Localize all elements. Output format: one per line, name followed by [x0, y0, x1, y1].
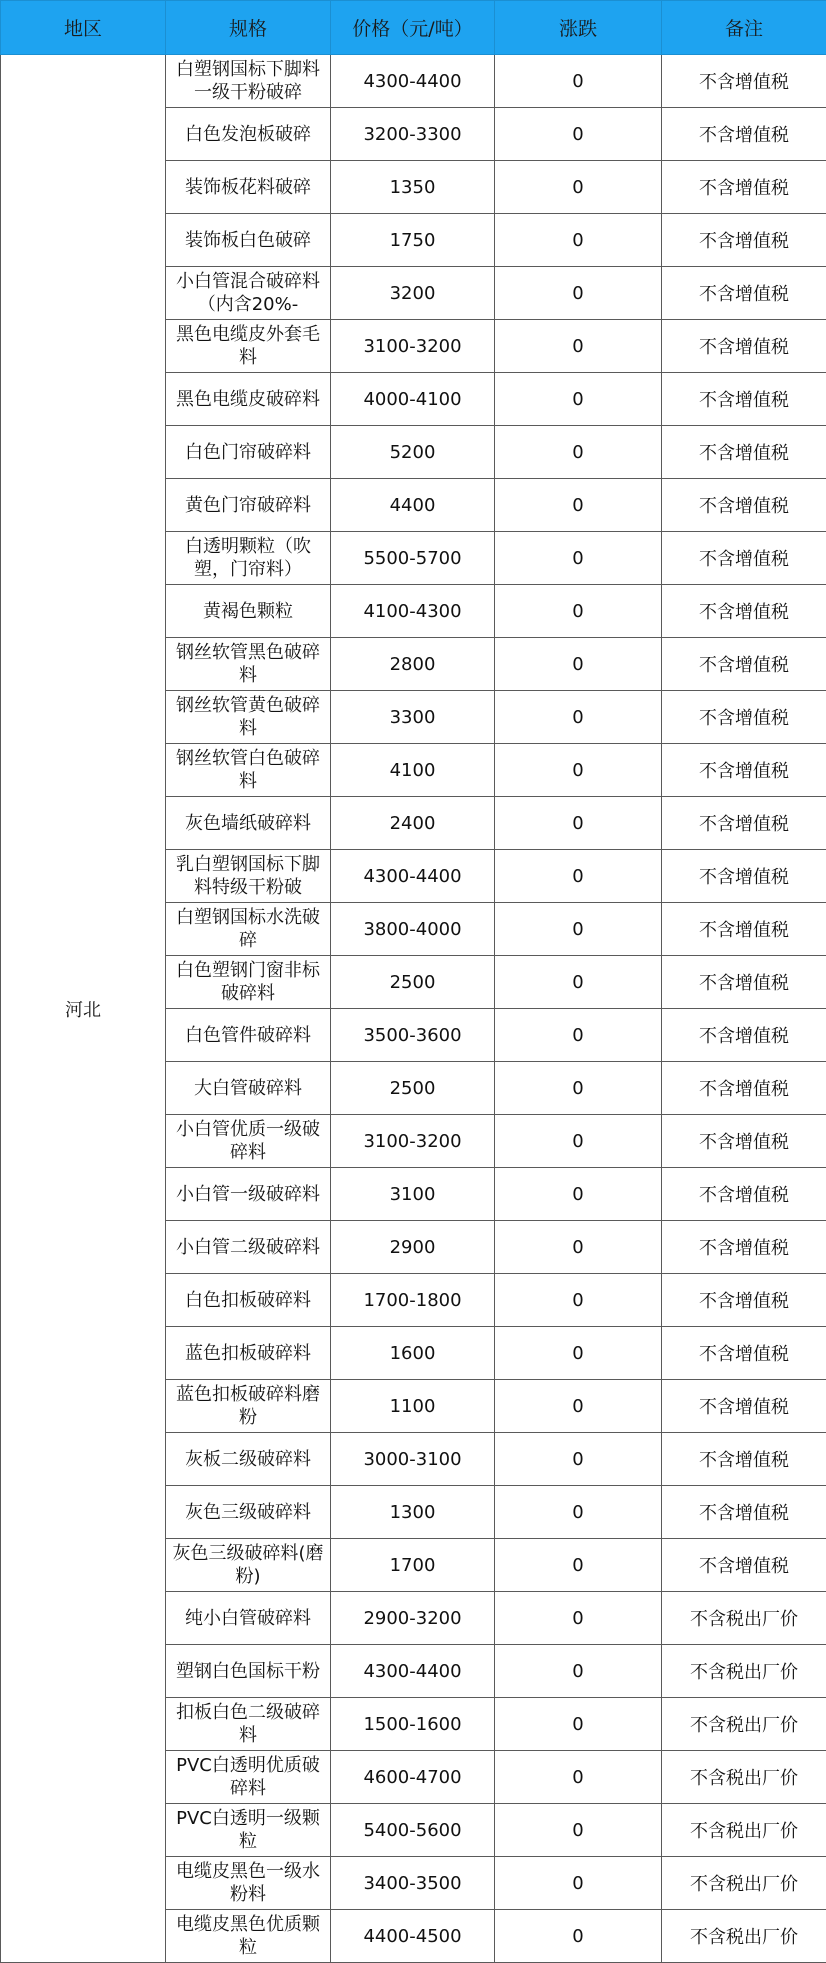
spec-cell	[166, 1910, 331, 1963]
note-cell: 不含增值税	[662, 903, 826, 956]
note-cell: 不含税出厂价	[662, 1804, 826, 1857]
header-row	[1, 1, 826, 55]
spec-text: 白色扣板破碎料	[170, 1289, 326, 1312]
spec-cell	[166, 744, 331, 797]
spec-cell	[166, 161, 331, 214]
spec-cell	[166, 1274, 331, 1327]
spec-text: 塑钢白色国标干粉	[170, 1660, 326, 1683]
price-cell: 3200	[331, 267, 495, 320]
price-cell: 1100	[331, 1380, 495, 1433]
note-cell: 不含增值税	[662, 1168, 826, 1221]
change-cell: 0	[495, 1062, 662, 1115]
price-cell: 3400-3500	[331, 1857, 495, 1910]
spec-text: 灰色墙纸破碎料	[170, 812, 326, 835]
change-cell: 0	[495, 1009, 662, 1062]
change-cell: 0	[495, 1592, 662, 1645]
spec-cell	[166, 479, 331, 532]
note-cell: 不含税出厂价	[662, 1857, 826, 1910]
spec-text: 钢丝软管黄色破碎料	[170, 694, 326, 740]
spec-text: 小白管优质一级破碎料	[170, 1118, 326, 1164]
price-cell: 1500-1600	[331, 1698, 495, 1751]
spec-text: 黄褐色颗粒	[170, 600, 326, 623]
region-cell: 河北	[1, 55, 166, 1963]
note-cell: 不含增值税	[662, 1327, 826, 1380]
note-cell: 不含税出厂价	[662, 1645, 826, 1698]
change-cell: 0	[495, 1168, 662, 1221]
spec-cell	[166, 956, 331, 1009]
spec-cell	[166, 1433, 331, 1486]
price-cell: 1600	[331, 1327, 495, 1380]
change-cell: 0	[495, 638, 662, 691]
change-cell: 0	[495, 214, 662, 267]
note-cell: 不含增值税	[662, 161, 826, 214]
price-cell: 4100-4300	[331, 585, 495, 638]
spec-text: 蓝色扣板破碎料	[170, 1342, 326, 1365]
change-cell: 0	[495, 1539, 662, 1592]
spec-cell	[166, 1751, 331, 1804]
header-spec: 规格	[166, 1, 331, 55]
change-cell: 0	[495, 426, 662, 479]
spec-text: 小白管混合破碎料（内含20%-	[170, 270, 326, 316]
spec-text: 小白管一级破碎料	[170, 1183, 326, 1206]
note-cell: 不含增值税	[662, 1539, 826, 1592]
change-cell: 0	[495, 1698, 662, 1751]
note-cell: 不含增值税	[662, 108, 826, 161]
price-cell: 2500	[331, 956, 495, 1009]
spec-text: 电缆皮黑色一级水粉料	[170, 1860, 326, 1906]
note-cell: 不含增值税	[662, 55, 826, 108]
price-cell: 3000-3100	[331, 1433, 495, 1486]
price-cell: 3100	[331, 1168, 495, 1221]
spec-cell	[166, 638, 331, 691]
spec-text: 黑色电缆皮破碎料	[170, 388, 326, 411]
price-cell: 3100-3200	[331, 1115, 495, 1168]
change-cell: 0	[495, 108, 662, 161]
note-cell: 不含增值税	[662, 426, 826, 479]
note-cell: 不含税出厂价	[662, 1910, 826, 1963]
spec-cell	[166, 850, 331, 903]
price-cell: 4600-4700	[331, 1751, 495, 1804]
note-cell: 不含增值税	[662, 532, 826, 585]
spec-text: 扣板白色二级破碎料	[170, 1701, 326, 1747]
spec-cell	[166, 1115, 331, 1168]
change-cell: 0	[495, 1327, 662, 1380]
change-cell: 0	[495, 903, 662, 956]
change-cell: 0	[495, 585, 662, 638]
spec-text: PVC白透明一级颗粒	[170, 1807, 326, 1853]
price-cell: 4300-4400	[331, 55, 495, 108]
spec-text: 蓝色扣板破碎料磨粉	[170, 1383, 326, 1429]
price-cell: 3100-3200	[331, 320, 495, 373]
spec-cell	[166, 1804, 331, 1857]
spec-text: 白塑钢国标下脚料一级干粉破碎	[170, 58, 326, 104]
note-cell: 不含增值税	[662, 691, 826, 744]
spec-cell	[166, 267, 331, 320]
note-cell: 不含增值税	[662, 1221, 826, 1274]
note-cell: 不含增值税	[662, 373, 826, 426]
spec-cell	[166, 1009, 331, 1062]
spec-cell	[166, 1486, 331, 1539]
note-cell: 不含增值税	[662, 850, 826, 903]
note-cell: 不含增值税	[662, 956, 826, 1009]
note-cell: 不含增值税	[662, 1274, 826, 1327]
spec-cell	[166, 532, 331, 585]
header-change: 涨跌	[495, 1, 662, 55]
note-cell: 不含增值税	[662, 1009, 826, 1062]
spec-cell	[166, 1062, 331, 1115]
note-cell: 不含增值税	[662, 797, 826, 850]
price-cell: 1350	[331, 161, 495, 214]
header-region: 地区	[1, 1, 166, 55]
change-cell: 0	[495, 1804, 662, 1857]
price-cell: 2800	[331, 638, 495, 691]
spec-cell	[166, 214, 331, 267]
note-cell: 不含增值税	[662, 1115, 826, 1168]
change-cell: 0	[495, 1910, 662, 1963]
change-cell: 0	[495, 956, 662, 1009]
spec-cell	[166, 903, 331, 956]
change-cell: 0	[495, 1433, 662, 1486]
price-cell: 3300	[331, 691, 495, 744]
note-cell: 不含税出厂价	[662, 1751, 826, 1804]
note-cell: 不含增值税	[662, 1380, 826, 1433]
spec-text: 白塑钢国标水洗破碎	[170, 906, 326, 952]
spec-text: 乳白塑钢国标下脚料特级干粉破	[170, 853, 326, 899]
spec-cell	[166, 585, 331, 638]
note-cell: 不含税出厂价	[662, 1592, 826, 1645]
change-cell: 0	[495, 797, 662, 850]
spec-cell	[166, 373, 331, 426]
price-cell: 4400-4500	[331, 1910, 495, 1963]
spec-cell	[166, 1380, 331, 1433]
spec-text: 钢丝软管白色破碎料	[170, 747, 326, 793]
price-cell: 4300-4400	[331, 1645, 495, 1698]
note-cell: 不含增值税	[662, 479, 826, 532]
spec-text: 装饰板白色破碎	[170, 229, 326, 252]
price-cell: 2400	[331, 797, 495, 850]
table-body	[1, 55, 826, 1963]
price-cell: 4100	[331, 744, 495, 797]
table-row	[1, 55, 826, 108]
change-cell: 0	[495, 1115, 662, 1168]
change-cell: 0	[495, 1486, 662, 1539]
price-cell: 1300	[331, 1486, 495, 1539]
spec-text: 白透明颗粒（吹塑，门帘料）	[170, 535, 326, 581]
spec-cell	[166, 426, 331, 479]
price-cell: 2900	[331, 1221, 495, 1274]
spec-cell	[166, 1327, 331, 1380]
change-cell: 0	[495, 55, 662, 108]
change-cell: 0	[495, 850, 662, 903]
note-cell: 不含增值税	[662, 214, 826, 267]
note-cell: 不含增值税	[662, 1433, 826, 1486]
spec-cell	[166, 1592, 331, 1645]
note-cell: 不含增值税	[662, 744, 826, 797]
spec-text: 小白管二级破碎料	[170, 1236, 326, 1259]
price-cell: 5200	[331, 426, 495, 479]
price-cell: 1750	[331, 214, 495, 267]
note-cell: 不含增值税	[662, 1062, 826, 1115]
change-cell: 0	[495, 744, 662, 797]
spec-text: 黄色门帘破碎料	[170, 494, 326, 517]
spec-text: 电缆皮黑色优质颗粒	[170, 1913, 326, 1959]
price-cell: 4400	[331, 479, 495, 532]
note-cell: 不含增值税	[662, 267, 826, 320]
spec-text: PVC白透明优质破碎料	[170, 1754, 326, 1800]
spec-cell	[166, 1645, 331, 1698]
change-cell: 0	[495, 479, 662, 532]
change-cell: 0	[495, 1274, 662, 1327]
price-cell: 3800-4000	[331, 903, 495, 956]
spec-cell	[166, 1168, 331, 1221]
price-cell: 4000-4100	[331, 373, 495, 426]
note-cell: 不含增值税	[662, 1486, 826, 1539]
spec-cell	[166, 55, 331, 108]
spec-cell	[166, 1221, 331, 1274]
change-cell: 0	[495, 1221, 662, 1274]
header-price: 价格（元/吨）	[331, 1, 495, 55]
note-cell: 不含增值税	[662, 638, 826, 691]
price-cell: 1700-1800	[331, 1274, 495, 1327]
price-cell: 1700	[331, 1539, 495, 1592]
change-cell: 0	[495, 1380, 662, 1433]
header-note: 备注	[662, 1, 826, 55]
change-cell: 0	[495, 532, 662, 585]
price-cell: 5400-5600	[331, 1804, 495, 1857]
price-cell: 3200-3300	[331, 108, 495, 161]
spec-text: 纯小白管破碎料	[170, 1607, 326, 1630]
note-cell: 不含增值税	[662, 585, 826, 638]
price-cell: 4300-4400	[331, 850, 495, 903]
spec-cell	[166, 797, 331, 850]
spec-text: 灰色三级破碎料	[170, 1501, 326, 1524]
spec-text: 灰板二级破碎料	[170, 1448, 326, 1471]
change-cell: 0	[495, 1857, 662, 1910]
spec-text: 白色发泡板破碎	[170, 123, 326, 146]
spec-text: 白色塑钢门窗非标破碎料	[170, 959, 326, 1005]
spec-cell	[166, 1857, 331, 1910]
spec-cell	[166, 320, 331, 373]
spec-text: 钢丝软管黑色破碎料	[170, 641, 326, 687]
change-cell: 0	[495, 691, 662, 744]
spec-text: 装饰板花料破碎	[170, 176, 326, 199]
spec-cell	[166, 691, 331, 744]
spec-text: 灰色三级破碎料(磨粉)	[170, 1542, 326, 1588]
spec-text: 大白管破碎料	[170, 1077, 326, 1100]
price-cell: 3500-3600	[331, 1009, 495, 1062]
spec-text: 白色门帘破碎料	[170, 441, 326, 464]
price-cell: 2500	[331, 1062, 495, 1115]
spec-cell	[166, 108, 331, 161]
change-cell: 0	[495, 373, 662, 426]
spec-cell	[166, 1539, 331, 1592]
spec-cell	[166, 1698, 331, 1751]
change-cell: 0	[495, 161, 662, 214]
change-cell: 0	[495, 1751, 662, 1804]
change-cell: 0	[495, 267, 662, 320]
change-cell: 0	[495, 320, 662, 373]
spec-text: 黑色电缆皮外套毛料	[170, 323, 326, 369]
price-cell: 2900-3200	[331, 1592, 495, 1645]
spec-text: 白色管件破碎料	[170, 1024, 326, 1047]
change-cell: 0	[495, 1645, 662, 1698]
note-cell: 不含增值税	[662, 320, 826, 373]
note-cell: 不含税出厂价	[662, 1698, 826, 1751]
price-cell: 5500-5700	[331, 532, 495, 585]
